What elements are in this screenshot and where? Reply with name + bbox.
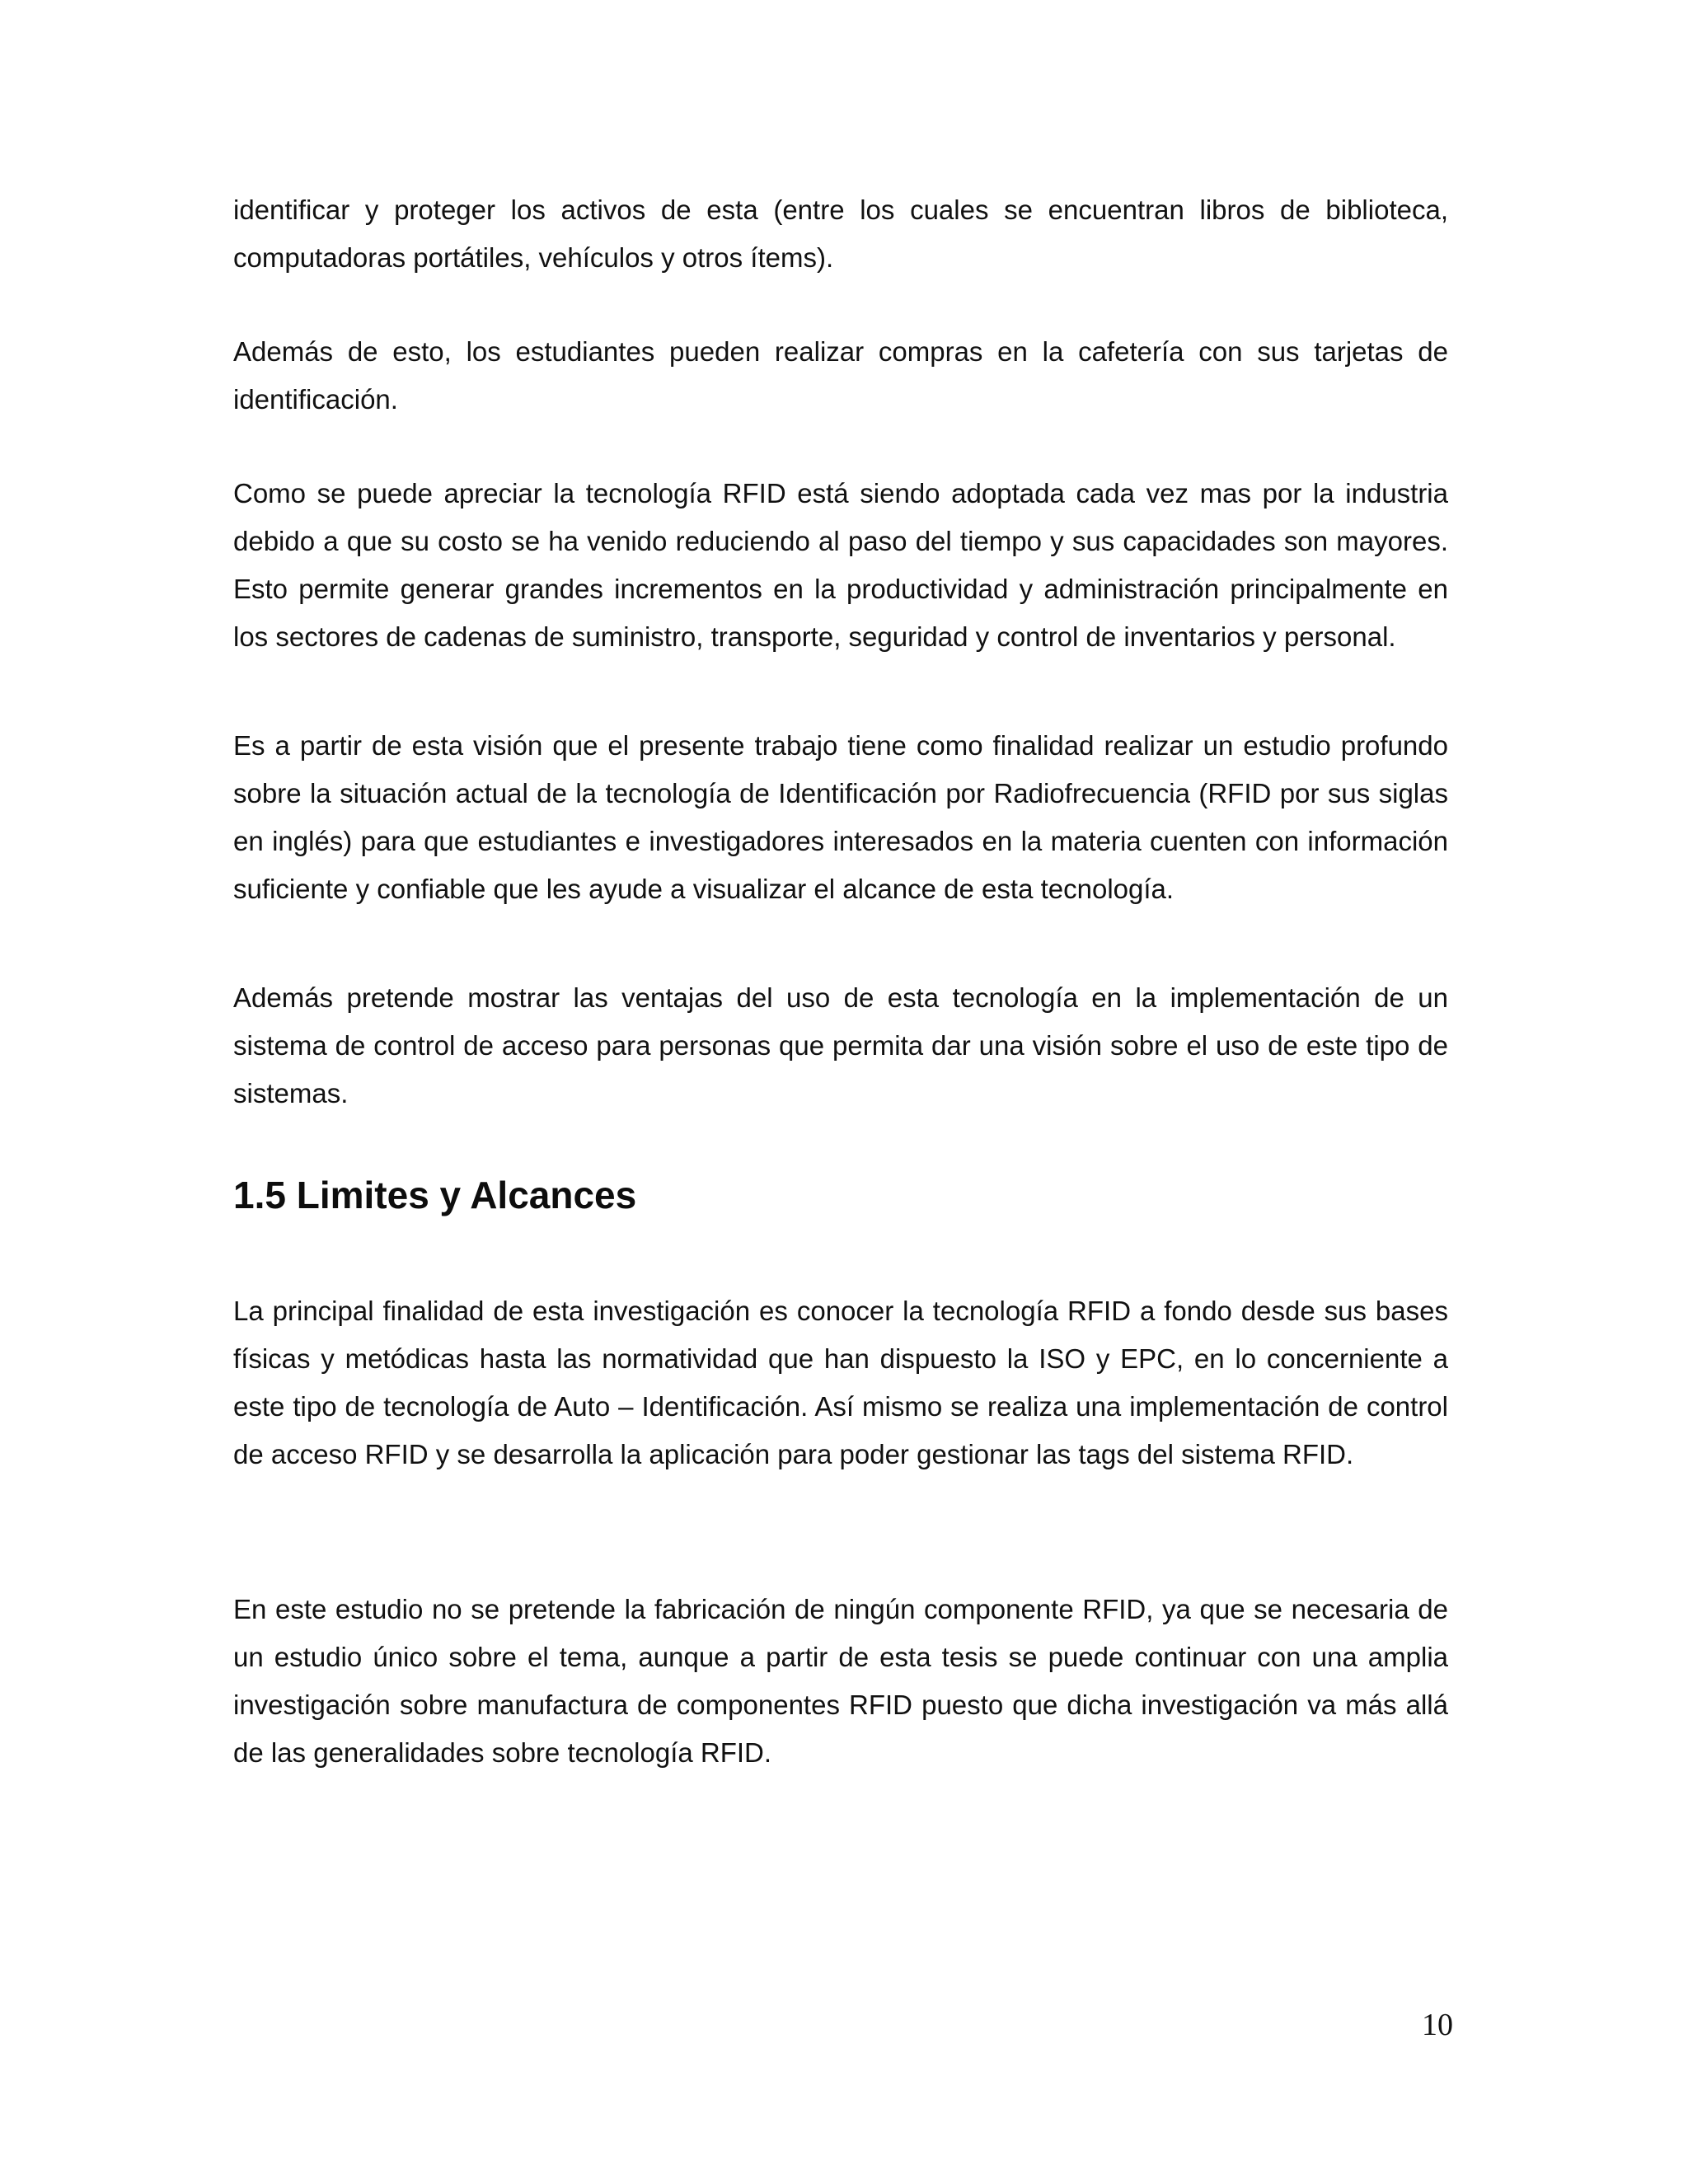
section-heading: 1.5 Limites y Alcances	[233, 1174, 637, 1216]
paragraph-main-goal: La principal finalidad de esta investigación es conocer la tecnología RFID a fondo desde sus bases físicas y metódicas hasta las normatividad que han dispuesto la ISO y EPC, en lo concerniente a este tipo de tecnología de Auto – Identificación. Así mismo se realiza una implementación de control de acceso RFID y se desarrolla la aplicación para poder gestionar las tags del sistema RFID.	[233, 1296, 1448, 1469]
paragraph-scope-limits: En este estudio no se pretende la fabricación de ningún componente RFID, ya que se necesaria de un estudio único sobre el tema, aunque a partir de esta tesis se puede continuar con una amplia investigación sobre manufactura de componentes RFID puesto que dicha investigación va más allá de las generalidades sobre tecnología RFID.	[233, 1594, 1448, 1768]
page-number: 10	[1422, 2008, 1453, 2042]
paragraph-rfid-adoption: Como se puede apreciar la tecnología RFID está siendo adoptada cada vez mas por la industria debido a que su costo se ha venido reduciendo al paso del tiempo y sus capacidades son mayores. Esto permite generar grandes incrementos en la productividad y administración principalmente en los sectores de cadenas de suministro, transporte, seguridad y control de inventarios y personal.	[233, 478, 1448, 652]
paragraph-study-purpose: Es a partir de esta visión que el presente trabajo tiene como finalidad realizar un estudio profundo sobre la situación actual de la tecnología de Identificación por Radiofrecuencia (RFID por sus siglas en inglés) para que estudiantes e investigadores interesados en la materia cuenten con información suficiente y confiable que les ayude a visualizar el alcance de esta tecnología.	[233, 730, 1448, 904]
paragraph-assets: identificar y proteger los activos de esta (entre los cuales se encuentran libros de biblioteca, computadoras portátiles, vehículos y otros ítems).	[233, 194, 1448, 273]
paragraph-cafeteria: Además de esto, los estudiantes pueden realizar compras en la cafetería con sus tarjetas de identificación.	[233, 336, 1448, 415]
paragraph-access-control: Además pretende mostrar las ventajas del uso de esta tecnología en la implementación de un sistema de control de acceso para personas que permita dar una visión sobre el uso de este tipo de sistemas.	[233, 982, 1448, 1108]
